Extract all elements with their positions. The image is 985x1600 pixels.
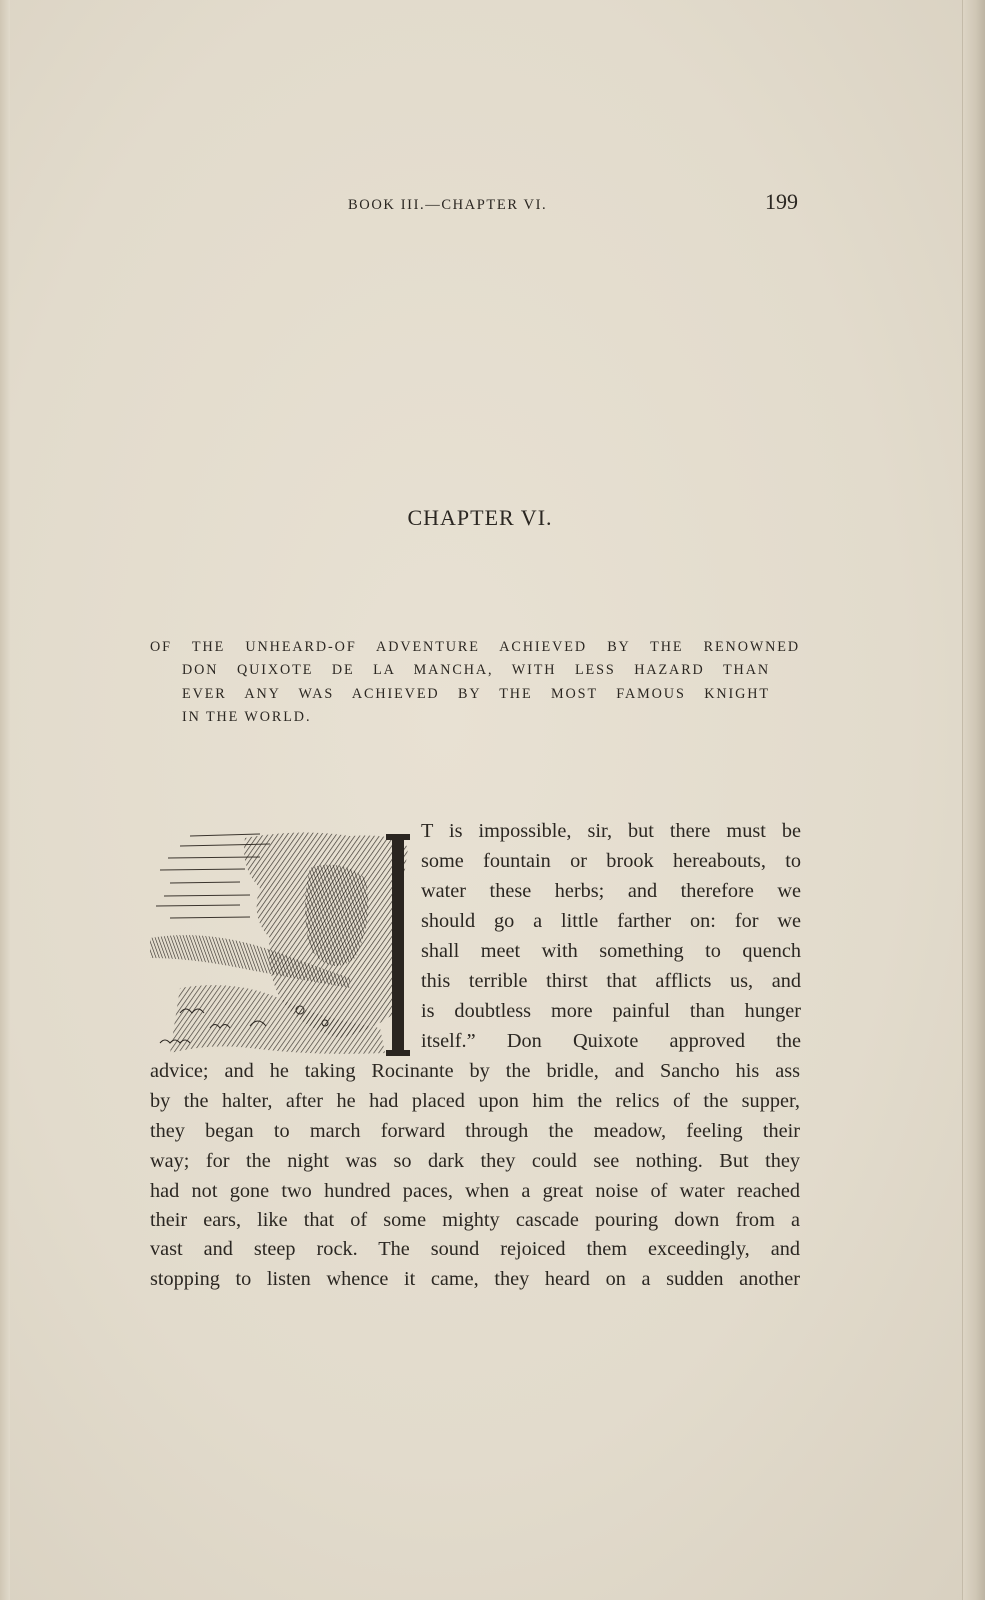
page-right-edge	[962, 0, 985, 1600]
body-text-line: some fountain or brook hereabouts, to	[421, 850, 801, 872]
body-text-line: T is impossible, sir, but there must be	[421, 820, 801, 842]
body-text-line: had not gone two hundred paces, when a great noise of water reached	[150, 1180, 800, 1202]
woodcut-landscape-initial-i-icon	[150, 828, 412, 1060]
body-text-line: itself.” Don Quixote approved the	[421, 1030, 801, 1052]
page-left-edge	[0, 0, 10, 1600]
chapter-title: CHAPTER VI.	[407, 505, 553, 530]
body-text-line: their ears, like that of some mighty cascade pouring down from a	[150, 1209, 800, 1231]
chapter-summary-line: EVER ANY WAS ACHIEVED BY THE MOST FAMOUS KNIGHT	[182, 685, 770, 702]
body-text-line: vast and steep rock. The sound rejoiced them exceedingly, and	[150, 1238, 800, 1260]
body-text-line: by the halter, after he had placed upon him the relics of the supper,	[150, 1090, 800, 1112]
body-text-line: stopping to listen whence it came, they heard on a sudden another	[150, 1268, 800, 1290]
page-number: 199	[765, 189, 798, 214]
running-head-title: BOOK III.—CHAPTER VI.	[348, 197, 548, 213]
body-text-line: way; for the night was so dark they could see nothing. But they	[150, 1150, 800, 1172]
chapter-summary-line: OF THE UNHEARD-OF ADVENTURE ACHIEVED BY THE RENOWNED	[150, 639, 800, 655]
chapter-summary-line: DON QUIXOTE DE LA MANCHA, WITH LESS HAZARD THAN	[182, 662, 770, 679]
body-text-line: advice; and he taking Rocinante by the bridle, and Sancho his ass	[150, 1060, 800, 1082]
chapter-summary-line: IN THE WORLD.	[182, 708, 312, 725]
running-head	[150, 189, 798, 221]
chapter-summary	[150, 636, 800, 729]
body-text-line: they began to march forward through the meadow, feeling their	[150, 1120, 800, 1142]
body-text-line: should go a little farther on: for we	[421, 910, 801, 932]
body-text-line: this terrible thirst that afflicts us, and	[421, 970, 801, 992]
body-text-line: shall meet with something to quench	[421, 940, 801, 962]
body-text-line: water these herbs; and therefore we	[421, 880, 801, 902]
body-text-line: is doubtless more painful than hunger	[421, 1000, 801, 1022]
